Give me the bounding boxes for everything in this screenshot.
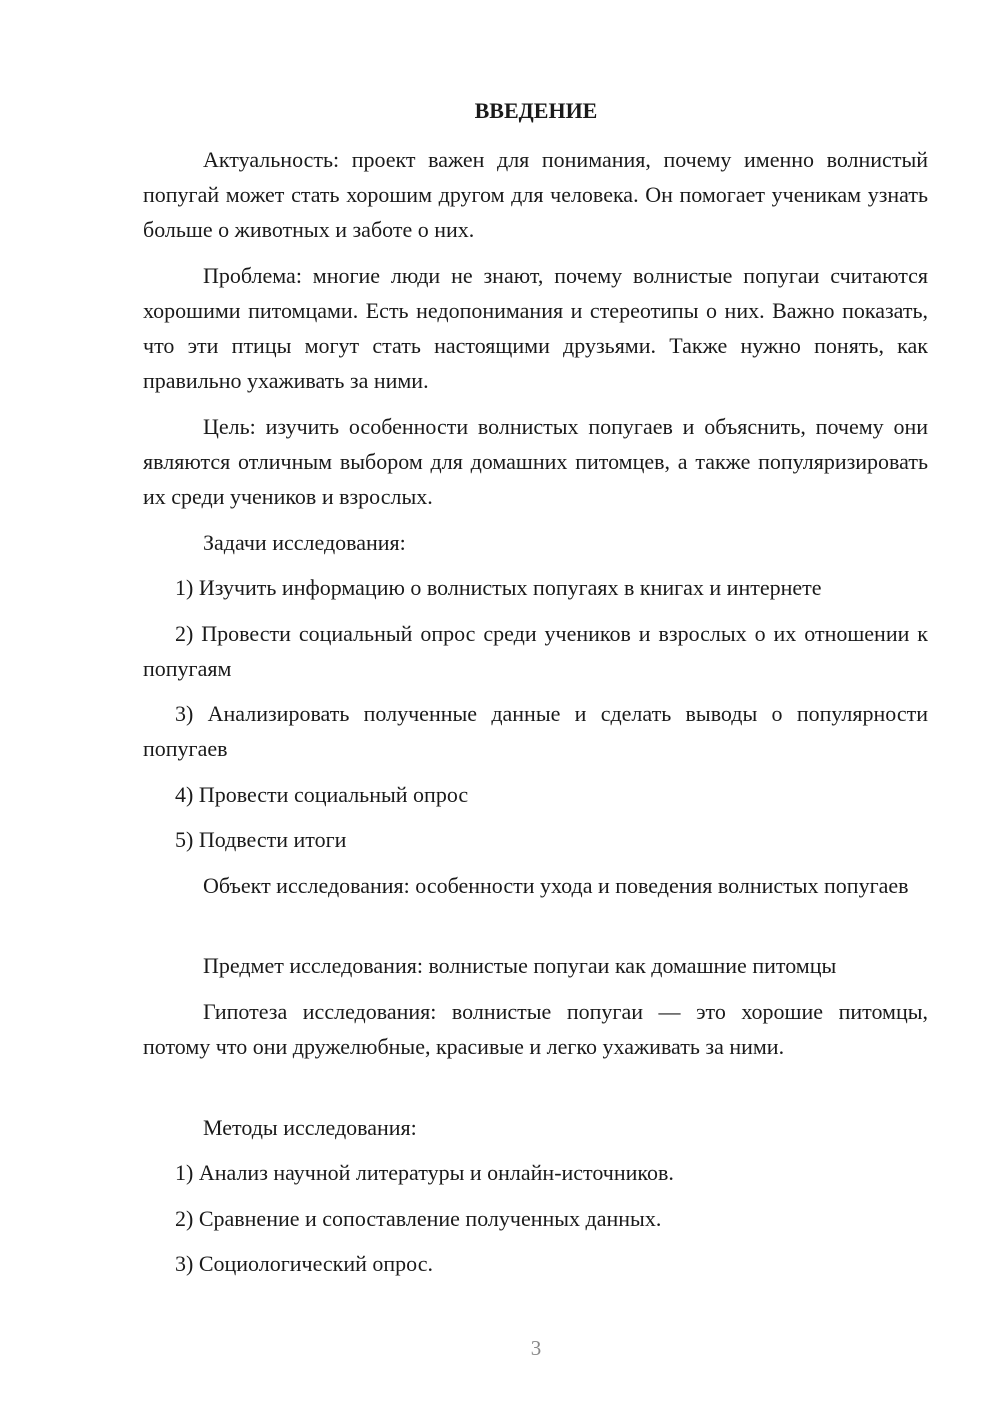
task-item-2: 2) Провести социальный опрос среди учеников и взрослых о их отношении к попугаям bbox=[143, 621, 928, 681]
method-item-2: 2) Сравнение и сопоставление полученных данных. bbox=[175, 1206, 662, 1231]
hypothesis-paragraph: Гипотеза исследования: волнистые попугаи — это хорошие питомцы, потому что они дружелюбные, красивые и легко ухаживать за ними. bbox=[143, 999, 928, 1059]
problem-paragraph: Проблема: многие люди не знают, почему волнистые попугаи считаются хорошими питомцами. Есть недопонимания и стереотипы о них. Важно показать, что эти птицы могут стать настоящими друзьями. Также нужно понять, как правильно ухаживать за ними. bbox=[143, 263, 928, 393]
subject-paragraph: Предмет исследования: волнистые попугаи как домашние питомцы bbox=[203, 953, 837, 978]
task-item-1: 1) Изучить информацию о волнистых попугаях в книгах и интернете bbox=[175, 575, 822, 600]
section-heading: ВВЕДЕНИЕ bbox=[474, 98, 598, 123]
method-item-1: 1) Анализ научной литературы и онлайн-источников. bbox=[175, 1160, 674, 1185]
methods-heading: Методы исследования: bbox=[203, 1115, 417, 1140]
object-paragraph: Объект исследования: особенности ухода и поведения волнистых попугаев bbox=[203, 873, 909, 898]
tasks-heading: Задачи исследования: bbox=[203, 530, 406, 555]
method-item-3: 3) Социологический опрос. bbox=[175, 1251, 433, 1276]
goal-paragraph: Цель: изучить особенности волнистых попугаев и объяснить, почему они являются отличным выбором для домашних питомцев, а также популяризировать их среди учеников и взрослых. bbox=[143, 414, 928, 509]
relevance-paragraph: Актуальность: проект важен для понимания, почему именно волнистый попугай может стать хорошим другом для человека. Он помогает ученикам узнать больше о животных и заботе о них. bbox=[143, 147, 928, 242]
task-item-5: 5) Подвести итоги bbox=[175, 827, 347, 852]
page-number: 3 bbox=[530, 1336, 542, 1360]
task-item-4: 4) Провести социальный опрос bbox=[175, 782, 469, 807]
task-item-3: 3) Анализировать полученные данные и сделать выводы о популярности попугаев bbox=[143, 701, 928, 761]
